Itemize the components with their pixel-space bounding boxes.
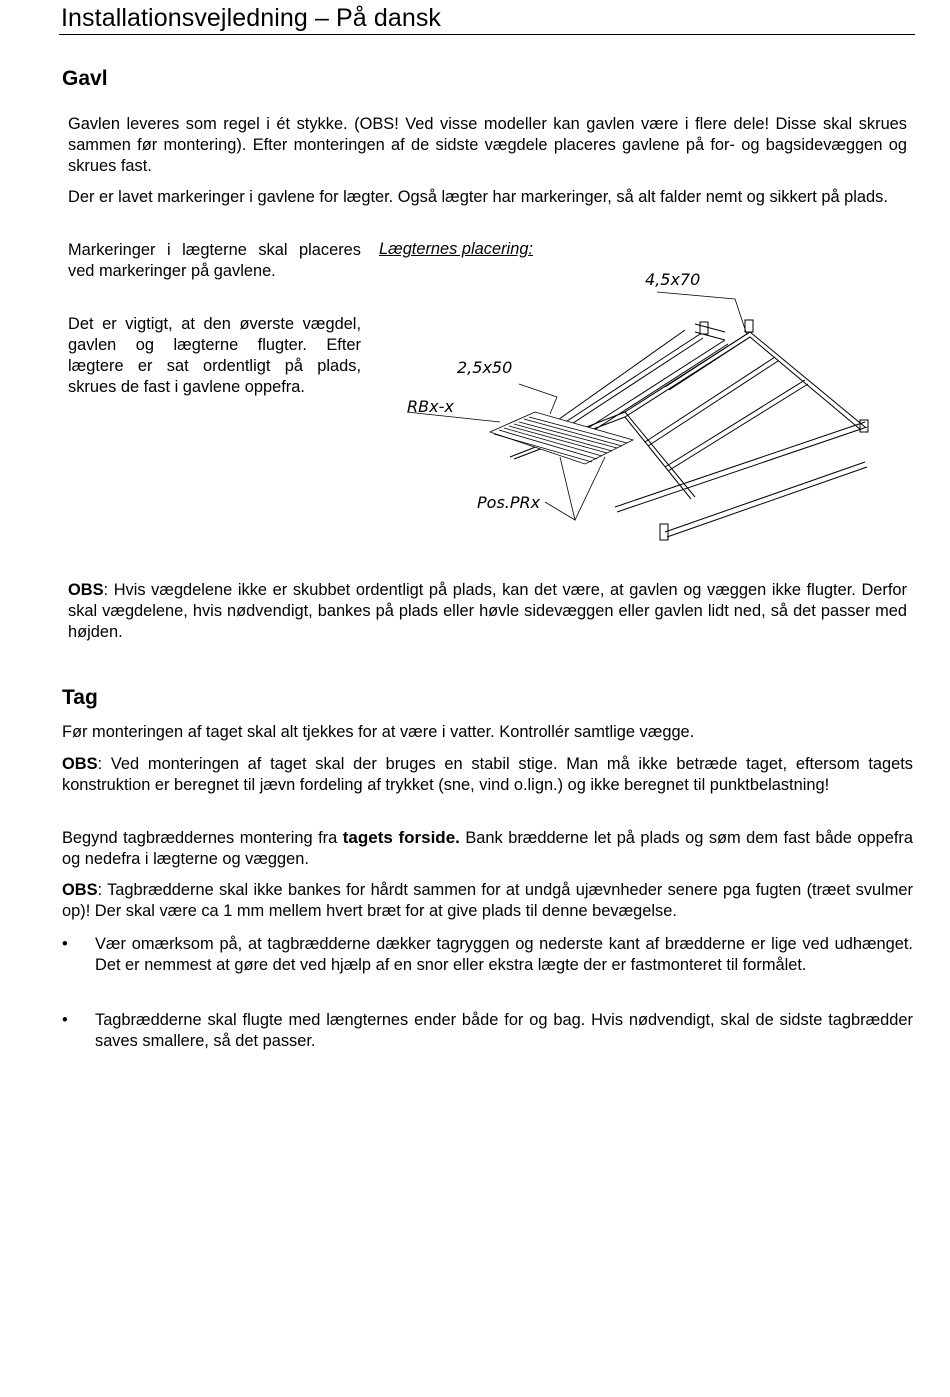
tag-paragraph-1: Før monteringen af taget skal alt tjekkes for at være i vatter. Kontrollér samtlige vægge.: [62, 723, 695, 741]
paragraph-text: Begynd tagbræddernes montering fra: [62, 829, 343, 847]
rear-gable-outline: [665, 332, 865, 427]
section-heading-gavl: Gavl: [62, 67, 108, 90]
obs-text: : Ved monteringen af taget skal der bruges en stabil stige. Man må ikke betræde taget, eftersom tagets konstruktion er beregnet til jævn fordeling af trykket (sne, vind o.lign.) og ikke beregnet til punktbelastning!: [62, 755, 913, 794]
bullet-marker: •: [62, 1011, 68, 1029]
gavl-obs-paragraph: [68, 580, 907, 643]
page-header-title: Installationsvejledning – På dansk: [61, 4, 442, 32]
tag-obs-paragraph-1: [62, 754, 913, 796]
leader-line-pos: [545, 457, 575, 520]
gavl-paragraph-2: Der er lavet markeringer i gavlene for lægter. Også lægter har markeringer, så alt falder nemt og sikkert på plads.: [68, 188, 888, 206]
diagram-caption: Lægternes placering:: [379, 240, 533, 258]
bullet-marker: •: [62, 935, 68, 953]
paragraph-text: Bank brædderne let på plads og søm dem fast både oppefra og nedefra i lægterne og væggen.: [62, 829, 913, 868]
gavl-paragraph-1: Gavlen leveres som regel i ét stykke. (OBS! Ved visse modeller kan gavlen være i flere dele! Disse skal skrues sammen før montering). Efter monteringen af de sidste vægdele placeres gavlene på for- og bagsidevæggen og skrues fast.: [68, 115, 907, 175]
label-pos-prx: Pos.PRx: [477, 493, 541, 512]
label-2-5x50: 2,5x50: [457, 358, 513, 377]
obs-label: OBS: [62, 755, 98, 773]
bullet-item-1: Vær omærksom på, at tagbrædderne dækker tagryggen og nederste kant af brædderne er lige ved udhænget. Det er nemmest at gøre det ved hjælp af en snor eller ekstra lægte der er fastmonteret til formålet.: [95, 935, 913, 974]
header-divider: [59, 34, 915, 35]
leader-line-mid: [519, 384, 557, 414]
tag-obs-paragraph-2: [62, 880, 913, 922]
tag-paragraph-2: [62, 827, 913, 870]
obs-label: OBS: [68, 581, 104, 599]
obs-text: : Hvis vægdelene ikke er skubbet ordentligt på plads, kan det være, at gavlen og væggen ikke flugter. Derfor skal vægdelene, hvis nødvendigt, bankes på plads eller høvle sidevæggen eller gavlen lidt ned, så det passer med højden.: [68, 581, 907, 641]
emphasis-text: tagets forside.: [342, 828, 460, 847]
leader-line-top: [657, 292, 747, 335]
label-rbx-x: RBx-x: [407, 397, 454, 416]
section-heading-tag: Tag: [62, 686, 98, 709]
obs-text: : Tagbrædderne skal ikke bankes for hårdt sammen for at undgå ujævnheder senere pga fugten (træet svulmer op)! Der skal være ca 1 mm mellem hvert bræt for at give plads til denne bevægelse.: [62, 881, 913, 920]
ridge-beam: [625, 332, 750, 412]
label-4-5x70: 4,5x70: [645, 270, 701, 289]
gavl-paragraph-3: Markeringer i lægterne skal placeres ved markeringer på gavlene.: [68, 241, 361, 280]
gavl-paragraph-4: Det er vigtigt, at den øverste vægdel, gavlen og lægterne flugter. Efter lægtere er sat ordentligt på plads, skrues de fast i gavlene oppefra.: [68, 315, 361, 396]
bullet-item-2: Tagbrædderne skal flugte med længternes ender både for og bag. Hvis nødvendigt, skal de sidste tagbrædder saves smallere, så det passer.: [95, 1011, 913, 1050]
roof-batten-diagram: [395, 262, 895, 557]
obs-label: OBS: [62, 881, 98, 899]
